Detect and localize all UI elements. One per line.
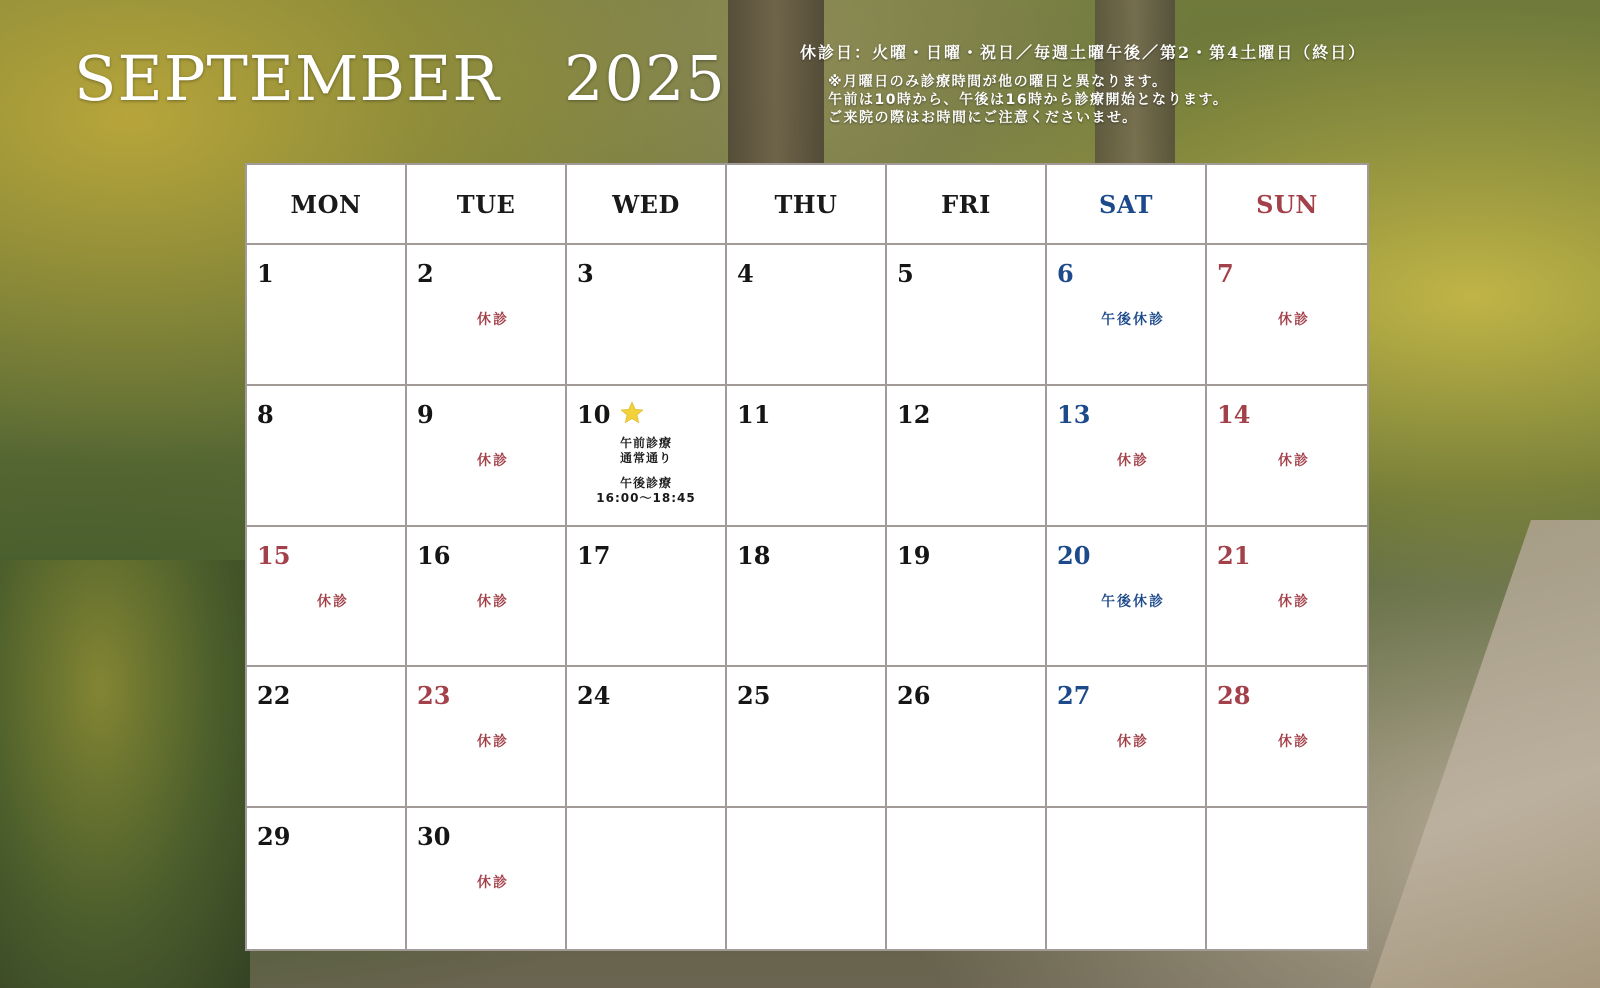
day-cell	[1047, 386, 1207, 527]
day-number: 8	[257, 399, 274, 429]
day-cell	[407, 245, 567, 386]
day-number: 6	[1057, 259, 1074, 288]
day-number: 22	[257, 681, 291, 711]
calendar-grid	[245, 163, 1369, 951]
afternoon-closed-label: 午後休診	[1101, 312, 1165, 328]
day-cell	[1207, 527, 1367, 668]
day-cell	[567, 245, 727, 386]
day-cell	[1047, 667, 1207, 808]
day-cell	[727, 386, 887, 527]
day-number: 28	[1217, 681, 1251, 711]
closed-label: 休診	[1117, 734, 1149, 751]
day-number: 26	[897, 681, 931, 711]
day-cell	[1207, 386, 1367, 527]
day-number: 16	[417, 540, 451, 570]
closed-label: 休診	[477, 875, 509, 892]
day-cell	[247, 386, 407, 527]
day-number: 25	[737, 681, 771, 711]
day-cell	[407, 386, 567, 527]
day-number: 10	[577, 399, 611, 429]
closed-label: 休診	[1278, 593, 1310, 610]
day-cell	[567, 386, 727, 527]
day-number: 9	[417, 399, 434, 429]
day-number: 29	[257, 822, 291, 852]
weekday-header-tue: TUE	[407, 165, 567, 245]
background-path	[1370, 520, 1600, 988]
closed-label: 休診	[477, 312, 509, 328]
closed-label: 休診	[477, 734, 509, 751]
day-number: 2	[417, 259, 434, 288]
closed-label: 休診	[477, 593, 509, 610]
day-number: 15	[257, 540, 291, 570]
day-cell	[727, 527, 887, 668]
afternoon-closed-label: 午後休診	[1101, 593, 1165, 610]
day-number: 30	[417, 822, 451, 852]
hours-note-line: ※月曜日のみ診療時間が他の曜日と異なります。	[828, 74, 1168, 90]
background-hedge	[0, 560, 250, 988]
day-number: 5	[897, 259, 914, 288]
weekday-header-sat: SAT	[1047, 165, 1207, 245]
day-cell	[887, 667, 1047, 808]
day-cell	[407, 667, 567, 808]
closed-label: 休診	[477, 452, 509, 469]
closure-notice	[800, 40, 1366, 127]
day-number: 17	[577, 540, 611, 570]
hours-note-line: 午前は10時から、午後は16時から診療開始となります。	[828, 92, 1229, 108]
day-number: 7	[1217, 259, 1234, 288]
morning-hours-line: 通常通り	[619, 450, 672, 465]
day-number: 24	[577, 681, 611, 711]
day-cell	[247, 245, 407, 386]
empty-cell	[887, 808, 1047, 949]
star-icon	[619, 400, 645, 426]
day-number: 12	[897, 399, 931, 429]
closed-days-text: 休診日：火曜・日曜・祝日／毎週土曜午後／第2・第4土曜日（終日）	[800, 43, 1367, 62]
morning-hours-line: 午前診療	[619, 435, 672, 450]
day-number: 21	[1217, 540, 1251, 570]
empty-cell	[1047, 808, 1207, 949]
day-cell	[567, 527, 727, 668]
day-number: 27	[1057, 681, 1091, 711]
day-number: 11	[737, 399, 771, 429]
calendar-title	[74, 42, 726, 115]
day-cell	[887, 386, 1047, 527]
afternoon-hours-line: 午後診療	[619, 475, 672, 490]
day-cell	[1207, 667, 1367, 808]
afternoon-hours-line: 16:00〜18:45	[596, 490, 696, 505]
empty-cell	[1207, 808, 1367, 949]
day-number: 14	[1217, 399, 1251, 429]
day-cell	[567, 667, 727, 808]
closed-label: 休診	[1278, 734, 1310, 751]
day-cell	[247, 667, 407, 808]
day-cell	[727, 667, 887, 808]
weekday-header-thu: THU	[727, 165, 887, 245]
day-number: 1	[257, 259, 274, 288]
day-number: 20	[1057, 540, 1091, 570]
day-number: 19	[897, 540, 931, 570]
closed-label: 休診	[1278, 452, 1310, 469]
day-number: 23	[417, 681, 451, 711]
day-number: 4	[737, 259, 754, 288]
day-cell	[407, 527, 567, 668]
day-cell	[407, 808, 567, 949]
day-number: 3	[577, 259, 594, 288]
weekday-header-fri: FRI	[887, 165, 1047, 245]
empty-cell	[567, 808, 727, 949]
day-cell	[247, 527, 407, 668]
hours-note-line: ご来院の際はお時間にご注意くださいませ。	[828, 110, 1138, 126]
day-cell	[1207, 245, 1367, 386]
closed-label: 休診	[1117, 452, 1149, 469]
weekday-header-mon: MON	[247, 165, 407, 245]
day-cell	[887, 245, 1047, 386]
day-number: 13	[1057, 399, 1091, 429]
day-cell	[1047, 245, 1207, 386]
closed-label: 休診	[317, 593, 349, 610]
day-number: 18	[737, 540, 771, 570]
day-cell	[1047, 527, 1207, 668]
weekday-header-sun: SUN	[1207, 165, 1367, 245]
month-label: SEPTEMBER	[74, 42, 501, 115]
hours-note	[828, 73, 1366, 127]
spacer	[567, 466, 725, 476]
day-cell	[727, 245, 887, 386]
year-label: 2025	[564, 42, 726, 115]
special-hours-note	[567, 436, 725, 506]
closed-label: 休診	[1278, 312, 1310, 328]
day-cell	[887, 527, 1047, 668]
day-cell	[247, 808, 407, 949]
empty-cell	[727, 808, 887, 949]
weekday-header-wed: WED	[567, 165, 727, 245]
